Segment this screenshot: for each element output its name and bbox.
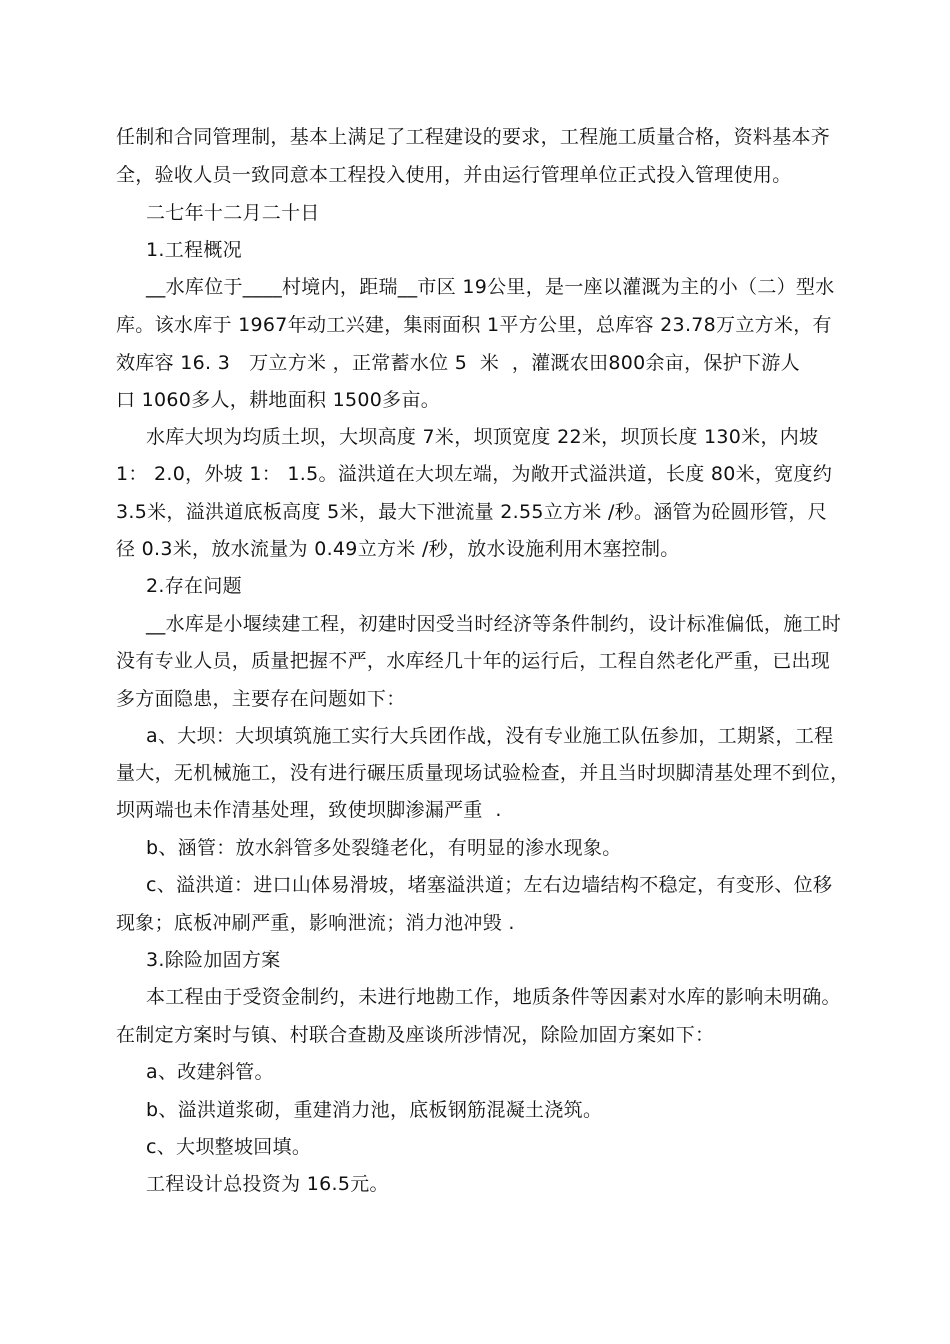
date-line: 二七年十二月二十日 [146,202,320,224]
text-line: c、大坝整坡回填。 [146,1136,312,1158]
text-line: 在制定方案时与镇、村联合查勘及座谈所涉情况，除险加固方案如下： [116,1024,715,1046]
text-line: 水库大坝为均质土坝，大坝高度 7米，坝顶宽度 22米，坝顶长度 130米，内坡 [146,426,819,448]
text-line: 径 0.3米，放水流量为 0.49立方米 /秒，放水设施利用木塞控制。 [116,538,680,560]
section-heading: 3.除险加固方案 [146,949,281,971]
text-line: 1： 2.0，外坡 1： 1.5。溢洪道在大坝左端，为敞开式溢洪道，长度 80米，宽度约 [116,463,833,485]
text-line: __水库是小堰续建工程，初建时因受当时经济等条件制约，设计标准偏低，施工时 [146,613,842,635]
text-line: a、改建斜管。 [146,1061,274,1083]
text-line: 量大，无机械施工，没有进行碾压质量现场试验检查，并且当时坝脚清基处理不到位， [116,762,850,784]
text-line: c、溢洪道：进口山体易滑坡，堵塞溢洪道；左右边墙结构不稳定，有变形、位移 [146,874,833,896]
text-line: 本工程由于受资金制约，未进行地勘工作，地质条件等因素对水库的影响未明确。 [146,986,841,1008]
text-line: 任制和合同管理制，基本上满足了工程建设的要求，工程施工质量合格，资料基本齐 [116,126,831,148]
text-line: __水库位于____村境内，距瑞__市区 19公里，是一座以灌溉为主的小（二）型水 [146,276,835,298]
text-line: 没有专业人员，质量把握不严，水库经几十年的运行后，工程自然老化严重，已出现 [116,650,831,672]
text-line: 全，验收人员一致同意本工程投入使用，并由运行管理单位正式投入管理使用。 [116,164,792,186]
text-line: b、涵管：放水斜管多处裂缝老化，有明显的渗水现象。 [146,837,622,859]
text-line: 效库容 16. 3 万立方米 ，正常蓄水位 5 米 ，灌溉农田800余亩，保护下游人 [116,352,800,374]
section-heading: 1.工程概况 [146,239,242,261]
section-heading: 2.存在问题 [146,575,242,597]
text-line: a、大坝：大坝填筑施工实行大兵团作战，没有专业施工队伍参加，工期紧，工程 [146,725,834,747]
text-line: 多方面隐患，主要存在问题如下： [116,688,406,710]
text-line: 库。该水库于 1967年动工兴建，集雨面积 1平方公里，总库容 23.78万立方米，有 [116,314,832,336]
text-line: 坝两端也未作清基处理，致使坝脚渗漏严重 . [116,799,502,821]
text-line: 口 1060多人，耕地面积 1500多亩。 [116,389,441,411]
text-line: 工程设计总投资为 16.5元。 [146,1173,389,1195]
text-line: 3.5米，溢洪道底板高度 5米，最大下泄流量 2.55立方米 /秒。涵管为砼圆形管，尺 [116,501,828,523]
text-line: b、溢洪道浆砌，重建消力池，底板钢筋混凝土浇筑。 [146,1099,603,1121]
text-line: 现象；底板冲刷严重，影响泄流；消力池冲毁 . [116,912,515,934]
